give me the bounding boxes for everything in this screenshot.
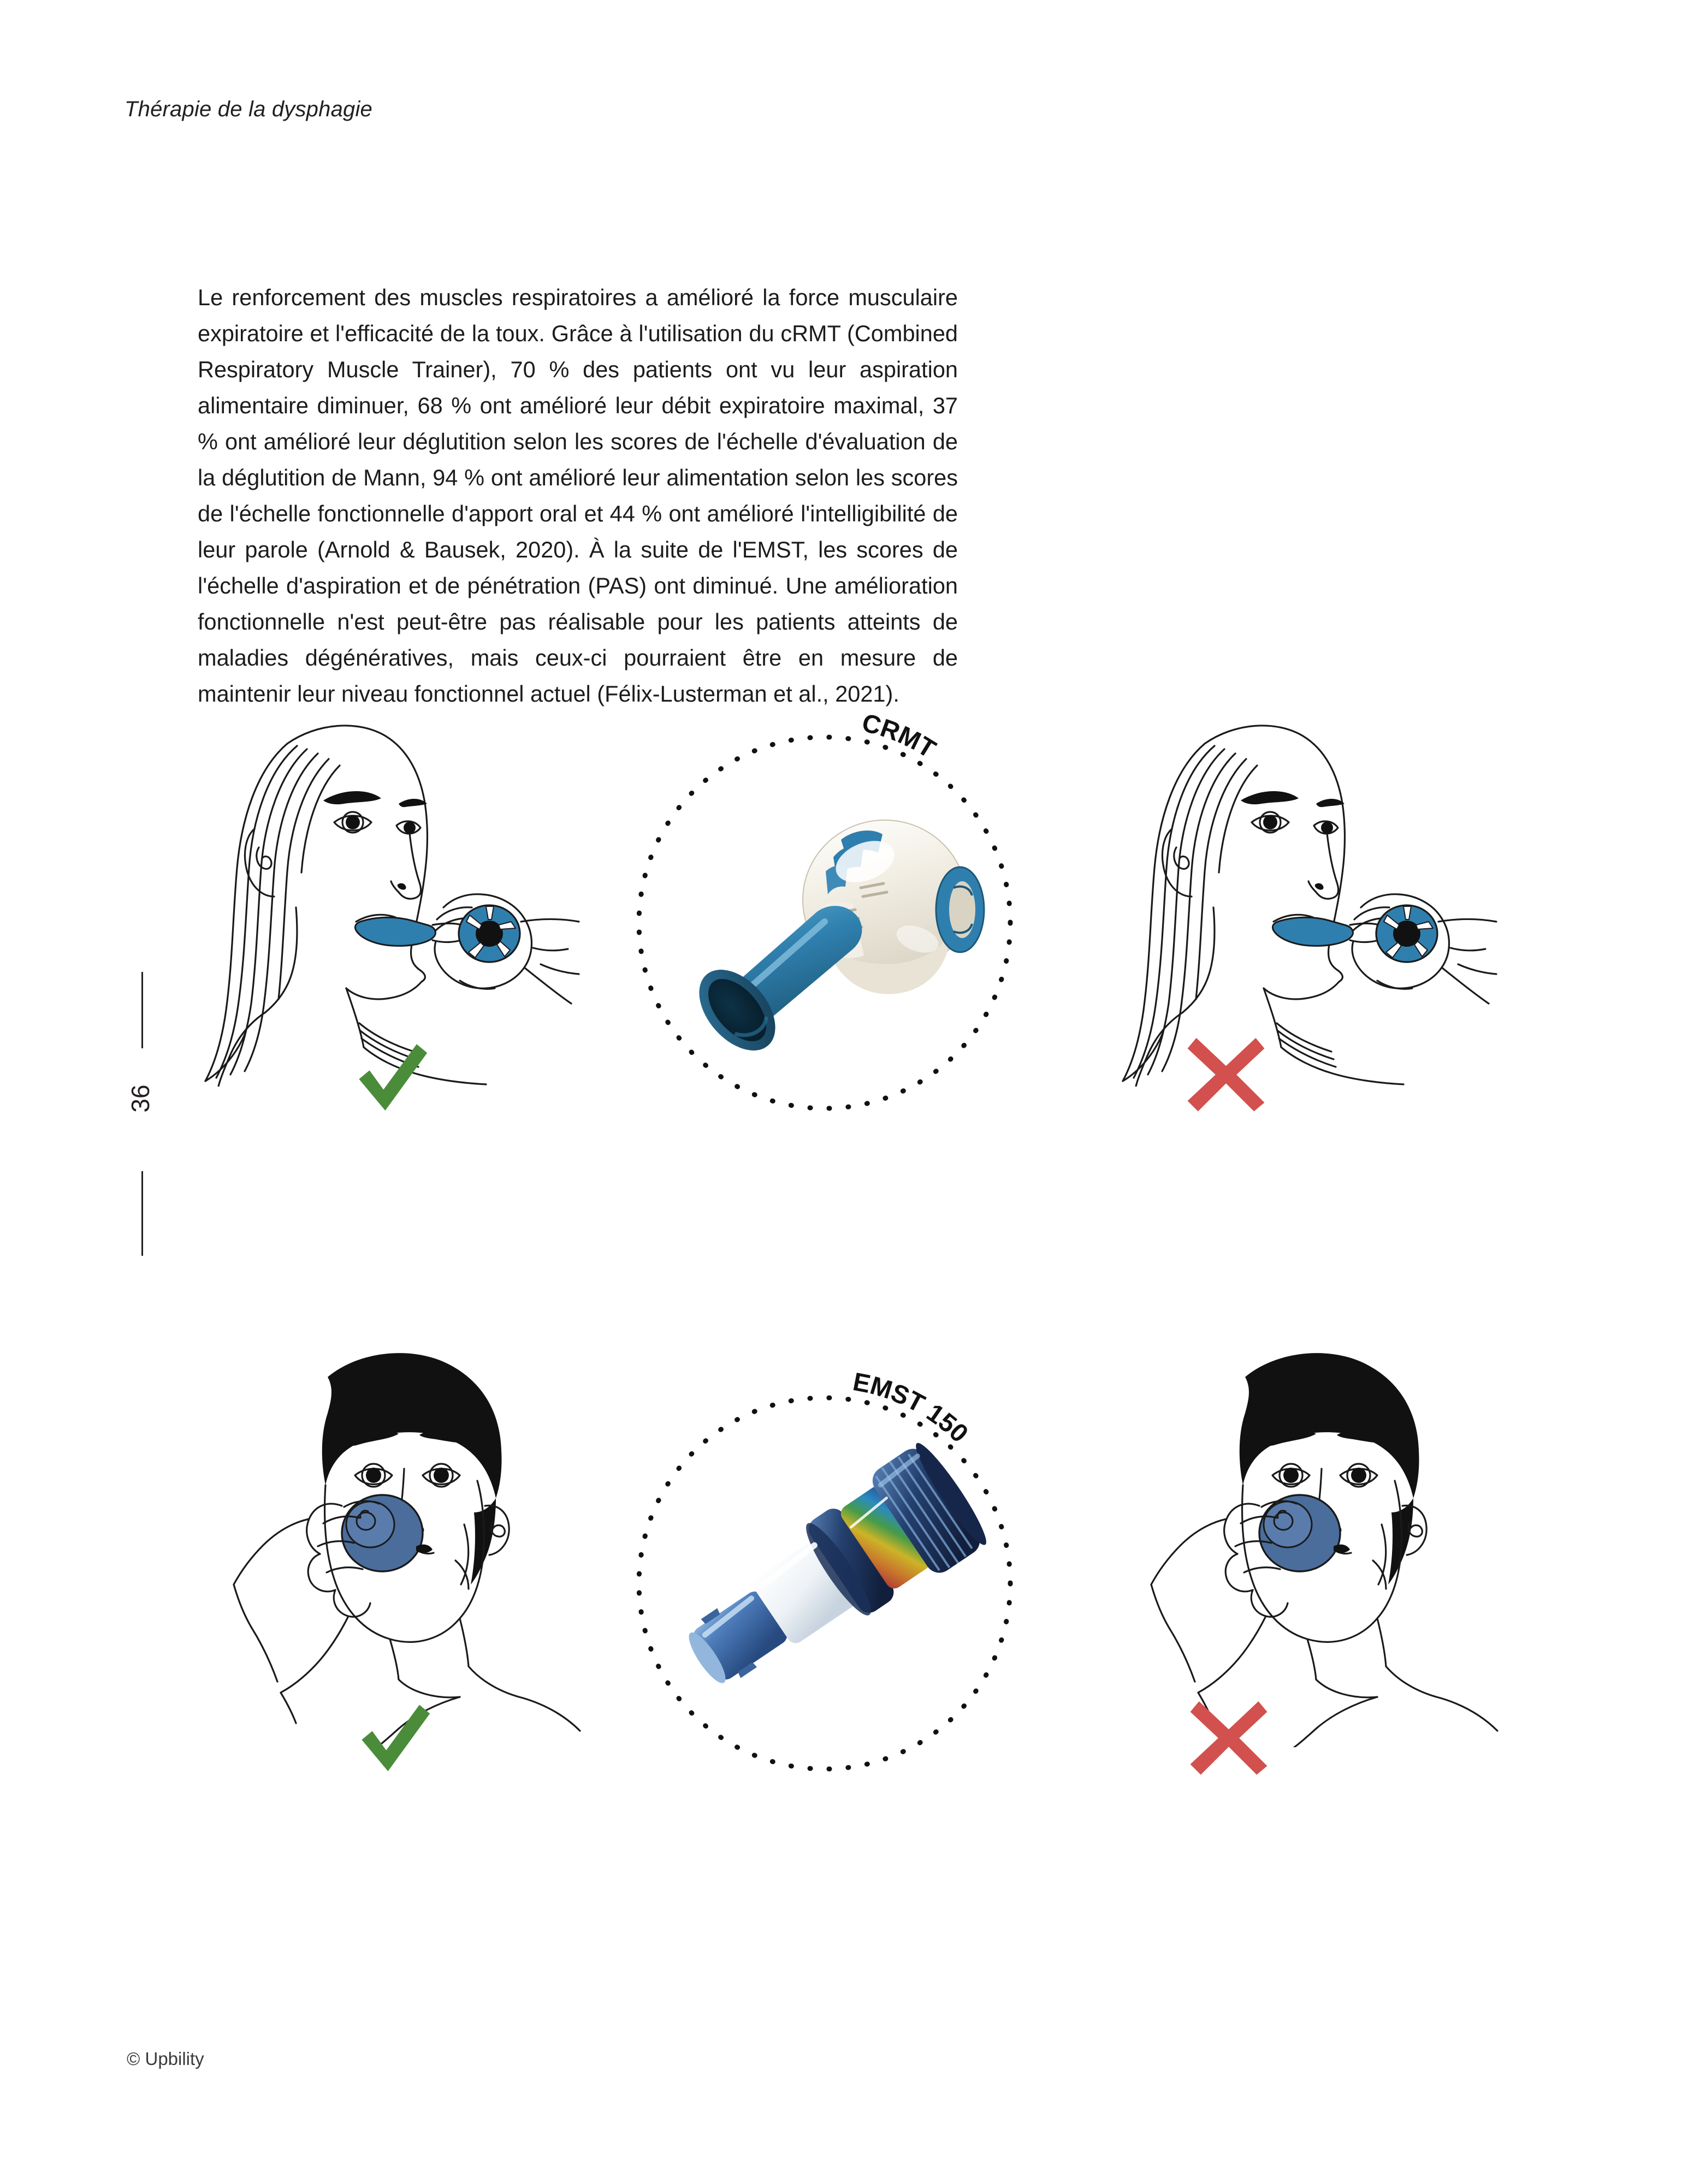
crmt-label-text: CRMT bbox=[859, 708, 941, 764]
footer-copyright: © Upbility bbox=[127, 2049, 204, 2069]
running-head: Thérapie de la dysphagie bbox=[125, 97, 372, 121]
emst-device-image bbox=[661, 1436, 988, 1720]
woman-using-crmt-incorrect-illustration bbox=[1098, 704, 1502, 1087]
verdict-cross-emst-right bbox=[1182, 1693, 1275, 1780]
crmt-incorrect-panel bbox=[1098, 704, 1524, 1087]
verdict-check-emst-left bbox=[347, 1693, 440, 1780]
crmt-correct-panel bbox=[180, 704, 584, 1087]
figure-row-emst bbox=[0, 1332, 1688, 1960]
crmt-device-medallion bbox=[617, 704, 1070, 1136]
emst-correct-panel bbox=[180, 1332, 584, 1747]
crmt-device-image bbox=[661, 775, 988, 1059]
verdict-cross-crmt-right bbox=[1180, 1029, 1272, 1117]
man-using-emst-illustration bbox=[180, 1332, 584, 1747]
woman-using-crmt-illustration bbox=[180, 704, 584, 1087]
cross-icon bbox=[1182, 1693, 1275, 1780]
verdict-check-crmt-left bbox=[344, 1032, 437, 1119]
page-number: 36 bbox=[126, 1084, 155, 1113]
emst-label-text: EMST 150 bbox=[850, 1366, 974, 1448]
emst-device-medallion bbox=[617, 1332, 1070, 1796]
emst-incorrect-panel bbox=[1098, 1332, 1524, 1747]
svg-text:CRMT bbox=[859, 708, 941, 763]
figure-row-crmt bbox=[0, 704, 1688, 1305]
check-icon bbox=[347, 1693, 440, 1780]
body-paragraph: Le renforcement des muscles respiratoires a amélioré la force musculaire expiratoire et l'efficacité de la toux. Grâce à l'utilisation du cRMT (Combined Respiratory Muscle Trainer), 70 % des patients ont vu leur aspiration alimentaire diminuer, 68 % ont amélioré leur débit expiratoire maximal, 37 % ont amélioré leur déglutition selon les scores de l'échelle d'évaluation de la déglutition de Mann, 94 % ont amélioré leur alimentation selon les scores de l'échelle fonctionnelle d'apport oral et 44 % ont amélioré l'intelligibilité de leur parole (Arnold & Bausek, 2020). À la suite de l'EMST, les scores de l'échelle d'aspiration et de pénétration (PAS) ont diminué. Une amélioration fonctionnelle n'est peut-être pas réalisable pour les patients atteints de maladies dégénératives, mais ceux-ci pourraient être en mesure de maintenir leur niveau fonctionnel actuel (Félix-Lusterman et al., 2021). bbox=[198, 284, 958, 707]
check-icon bbox=[344, 1032, 437, 1119]
man-using-emst-incorrect-illustration bbox=[1098, 1332, 1502, 1747]
cross-icon bbox=[1180, 1029, 1272, 1117]
